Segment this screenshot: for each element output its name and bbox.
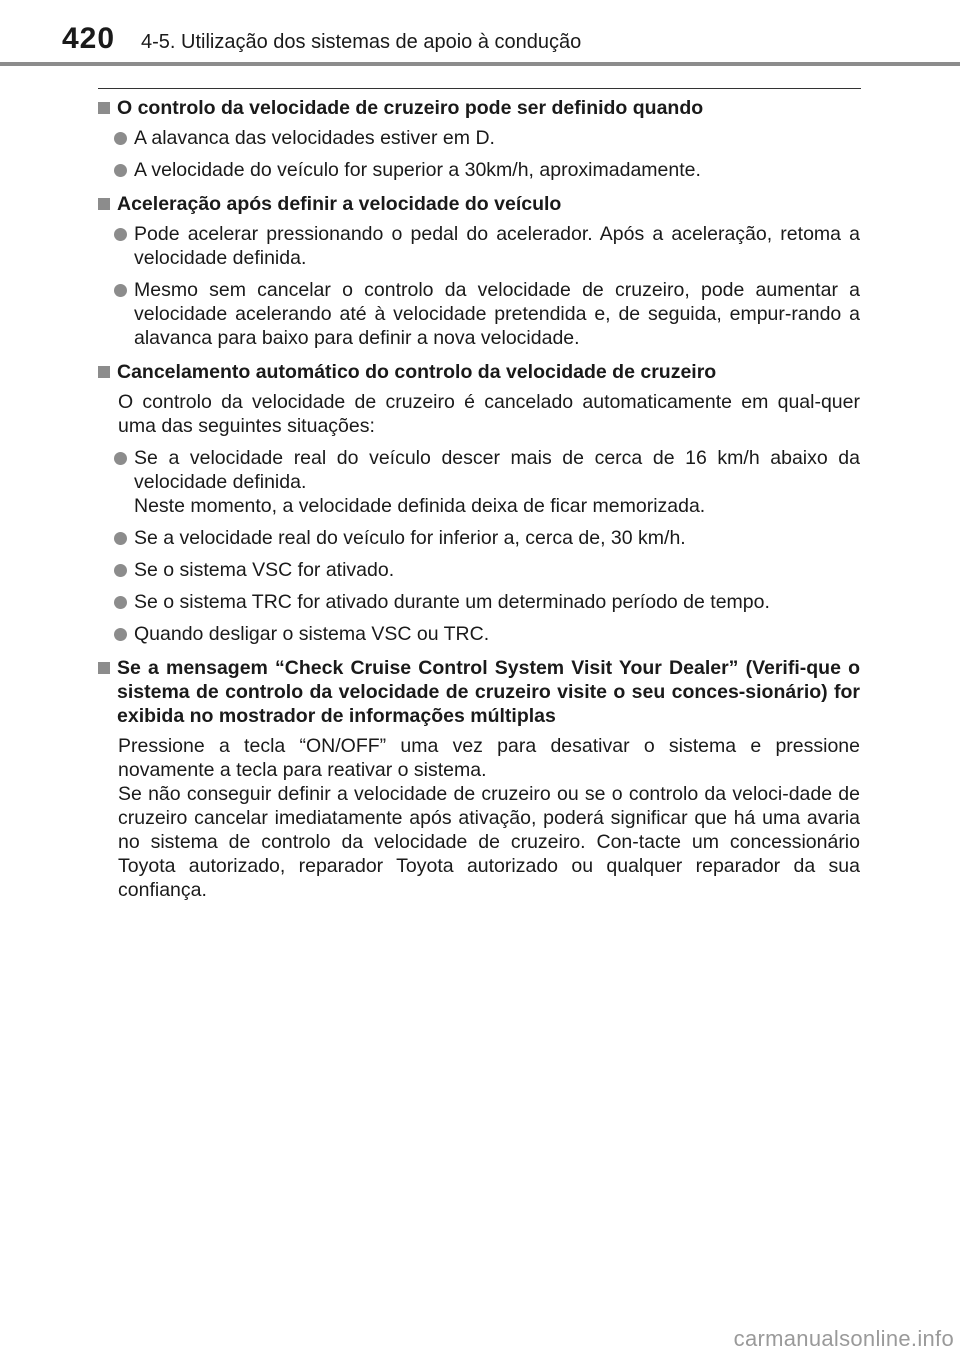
list-item-text: Se o sistema TRC for ativado durante um determinado período de tempo. [134,591,770,613]
circle-bullet-icon [114,532,127,545]
circle-bullet-icon [114,164,127,177]
square-bullet-icon [98,198,110,210]
list-item-text: Quando desligar o sistema VSC ou TRC. [134,623,490,645]
circle-bullet-icon [114,132,127,145]
section-heading [98,94,860,120]
page-content [98,94,860,910]
square-bullet-icon [98,102,110,114]
circle-bullet-icon [114,228,127,241]
chapter-title: 4-5. Utilização dos sistemas de apoio à condução [141,31,582,53]
section-title: Se a mensagem “Check Cruise Control System Visit Your Dealer” (Verifi-que o sistema de controlo da velocidade de cruzeiro visite o seu conces-sionário) for exibida no mostrador de informações múltiplas [117,657,860,727]
list-item-text: Se a velocidade real do veículo descer mais de cerca de 16 km/h abaixo da velocidade definida. Neste momento, a velocidade definida deixa de ficar memorizada. [134,447,860,517]
section-title: Aceleração após definir a velocidade do veículo [117,193,562,215]
square-bullet-icon [98,366,110,378]
circle-bullet-icon [114,596,127,609]
section-title: Cancelamento automático do controlo da velocidade de cruzeiro [117,361,717,383]
page-header [0,0,960,66]
section-title: O controlo da velocidade de cruzeiro pode ser definido quando [117,97,704,119]
section-cruise-set-conditions [98,94,860,182]
circle-bullet-icon [114,564,127,577]
list-item [114,158,860,182]
list-item [114,526,860,550]
header-divider [0,62,960,66]
section-acceleration [98,190,860,350]
square-bullet-icon [98,662,110,674]
content-top-divider [98,88,861,89]
section-heading [98,190,860,216]
watermark: carmanualsonline.info [733,1326,954,1351]
section-heading [98,358,860,384]
list-item-text: Pode acelerar pressionando o pedal do acelerador. Após a aceleração, retoma a velocidade definida. [134,223,860,269]
list-item-text: A alavanca das velocidades estiver em D. [134,127,495,149]
list-item-text: A velocidade do veículo for superior a 30km/h, aproximadamente. [134,159,701,181]
list-item-text: Se o sistema VSC for ativado. [134,559,395,581]
circle-bullet-icon [114,628,127,641]
list-item [114,222,860,270]
list-item-text: Mesmo sem cancelar o controlo da velocidade de cruzeiro, pode aumentar a velocidade acelerando até à velocidade pretendida e, de seguida, empur-rando a alavanca para baixo para definir a nova velocidade. [134,279,860,349]
circle-bullet-icon [114,452,127,465]
page-number: 420 [62,22,116,55]
section-automatic-cancellation [98,358,860,646]
circle-bullet-icon [114,284,127,297]
list-item-text: Se a velocidade real do veículo for inferior a, cerca de, 30 km/h. [134,527,686,549]
section-heading [98,654,860,728]
section-check-cruise-message [98,654,860,902]
list-item [114,558,860,582]
list-item [114,446,860,518]
paragraph: Pressione a tecla “ON/OFF” uma vez para desativar o sistema e pressione novamente a tecla para reativar o sistema. [118,735,860,781]
list-item [114,590,860,614]
list-item [114,126,860,150]
list-item [114,622,860,646]
list-item [114,278,860,350]
section-intro: O controlo da velocidade de cruzeiro é cancelado automaticamente em qual-quer uma das seguintes situações: [118,391,860,437]
paragraph: Se não conseguir definir a velocidade de cruzeiro ou se o controlo da veloci-dade de cruzeiro cancelar imediatamente após ativação, poderá significar que há uma avaria no sistema de controlo da velocidade de cruzeiro. Con-tacte um concessionário Toyota autorizado, reparador Toyota autorizado ou qualquer reparador da sua confiança. [118,783,860,901]
